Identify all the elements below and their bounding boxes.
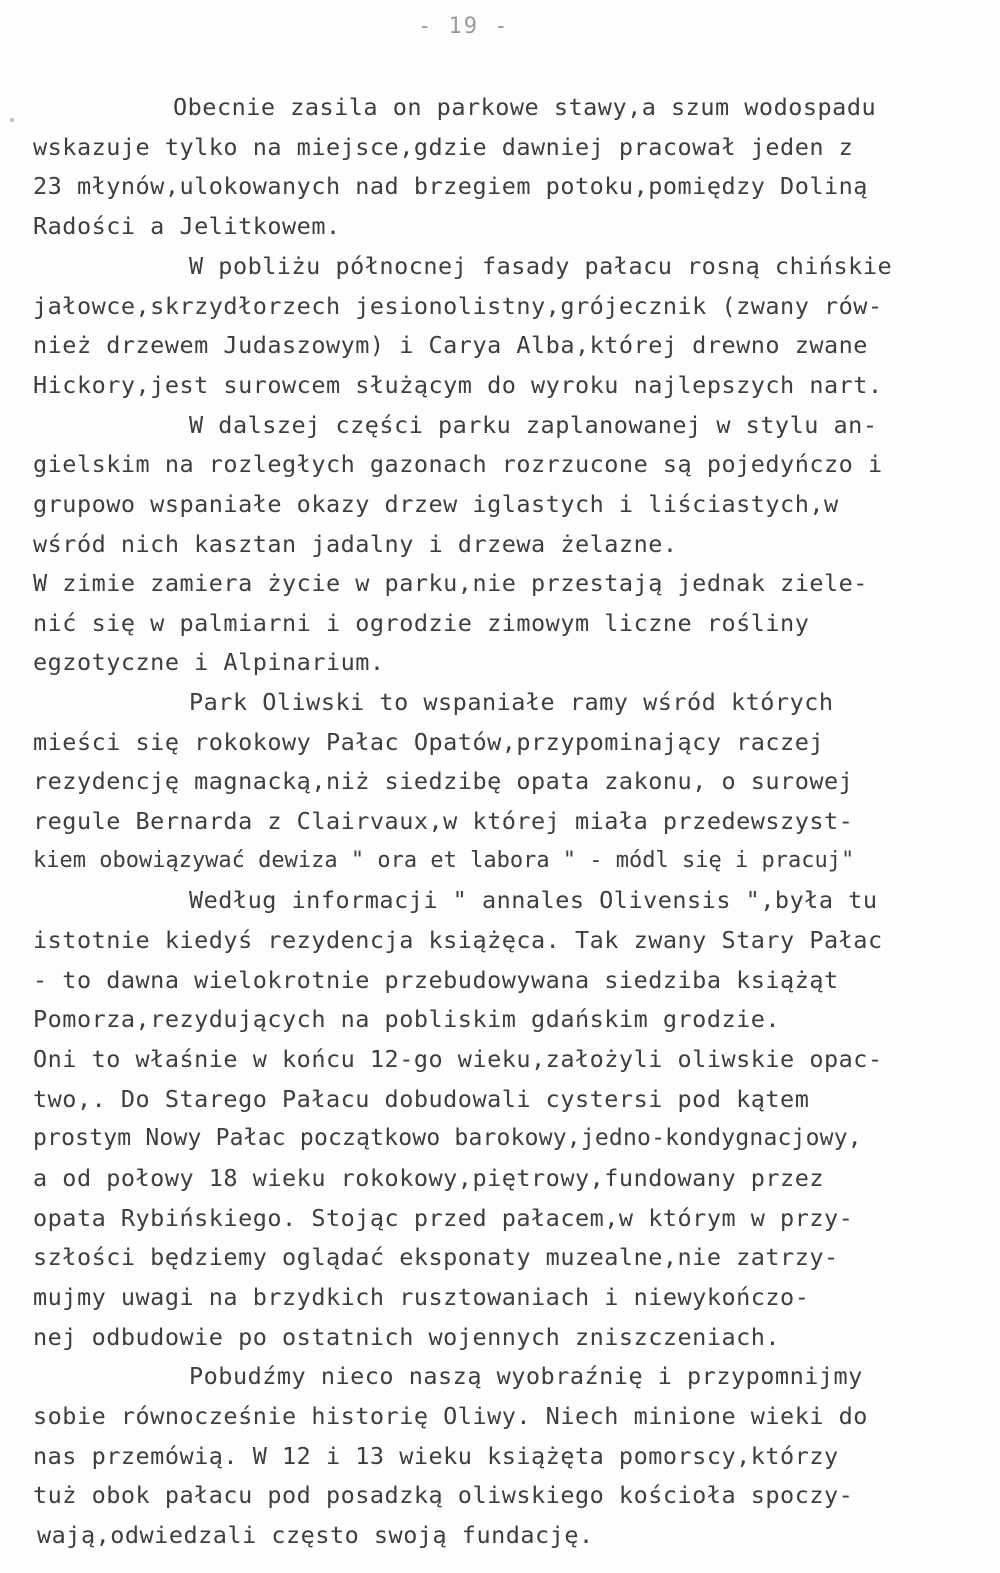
text-line: Radości a Jelitkowem. bbox=[33, 212, 341, 240]
text-line: wskazuje tylko na miejsce,gdzie dawniej pracował jeden z bbox=[33, 133, 854, 161]
text-line: prostym Nowy Pałac początkowo barokowy,jedno-kondygnacjowy, bbox=[33, 1125, 862, 1151]
text-line: gielskim na rozległych gazonach rozrzucone są pojedyńczo i bbox=[33, 450, 883, 478]
text-line: kiem obowiązywać dewiza " ora et labora " - módl się i pracuj" bbox=[33, 848, 855, 873]
text-line: istotnie kiedyś rezydencja książęca. Tak zwany Stary Pałac bbox=[33, 926, 883, 954]
text-line: Pobudźmy nieco naszą wyobraźnię i przypomnijmy bbox=[189, 1362, 863, 1390]
text-line: jałowce,skrzydłorzech jesionolistny,grójecznik (zwany rów- bbox=[33, 292, 883, 320]
text-line: two,. Do Starego Pałacu dobudowali cystersi pod kątem bbox=[33, 1085, 810, 1113]
text-line: opata Rybińskiego. Stojąc przed pałacem,w którym w przy- bbox=[33, 1204, 854, 1232]
text-line: a od połowy 18 wieku rokokowy,piętrowy,fundowany przez bbox=[33, 1164, 825, 1192]
text-line: Pomorza,rezydujących na pobliskim gdańskim grodzie. bbox=[33, 1005, 781, 1033]
margin-mark bbox=[10, 118, 14, 122]
text-line: 23 młynów,ulokowanych nad brzegiem potoku,pomiędzy Doliną bbox=[33, 172, 868, 200]
text-line: mieści się rokokowy Pałac Opatów,przypominający raczej bbox=[33, 728, 825, 756]
text-line: nas przemówią. W 12 i 13 wieku książęta pomorscy,którzy bbox=[33, 1442, 839, 1470]
text-line: W zimie zamiera życie w parku,nie przestają jednak ziele- bbox=[33, 569, 868, 597]
text-line: tuż obok pałacu pod posadzką oliwskiego kościoła spoczy- bbox=[33, 1481, 854, 1509]
text-line: szłości będziemy oglądać eksponaty muzealne,nie zatrzy- bbox=[33, 1243, 839, 1271]
text-line: egzotyczne i Alpinarium. bbox=[33, 648, 385, 676]
text-line: Hickory,jest surowcem służącym do wyroku najlepszych nart. bbox=[33, 371, 883, 399]
text-line: mujmy uwagi na brzydkich rusztowaniach i niewykończo- bbox=[33, 1283, 810, 1311]
text-line: nej odbudowie po ostatnich wojennych zniszczeniach. bbox=[33, 1323, 781, 1351]
text-line: nież drzewem Judaszowym) i Carya Alba,której drewno zwane bbox=[33, 331, 868, 359]
text-line: regule Bernarda z Clairvaux,w której miała przedewszyst- bbox=[33, 807, 854, 835]
text-line: wśród nich kasztan jadalny i drzewa żelazne. bbox=[33, 530, 678, 558]
text-line: W dalszej części parku zaplanowanej w stylu an- bbox=[189, 411, 878, 439]
text-line: grupowo wspaniałe okazy drzew iglastych i liściastych,w bbox=[33, 490, 839, 518]
text-line: Oni to właśnie w końcu 12-go wieku,założyli oliwskie opac- bbox=[33, 1045, 883, 1073]
text-line: Obecnie zasila on parkowe stawy,a szum wodospadu bbox=[173, 93, 877, 121]
text-line: rezydencję magnacką,niż siedzibę opata zakonu, o surowej bbox=[33, 767, 854, 795]
page-number: - 19 - bbox=[418, 14, 510, 39]
text-line: W pobliżu północnej fasady pałacu rosną chińskie bbox=[189, 252, 893, 280]
text-line: wają,odwiedzali często swoją fundację. bbox=[37, 1521, 594, 1549]
text-line: nić się w palmiarni i ogrodzie zimowym liczne rośliny bbox=[33, 609, 810, 637]
text-line: sobie równocześnie historię Oliwy. Niech minione wieki do bbox=[33, 1402, 868, 1430]
text-line: Park Oliwski to wspaniałe ramy wśród których bbox=[189, 688, 834, 716]
text-line: - to dawna wielokrotnie przebudowywana siedziba książąt bbox=[33, 966, 839, 994]
text-line: Według informacji " annales Olivensis ",była tu bbox=[189, 886, 878, 914]
